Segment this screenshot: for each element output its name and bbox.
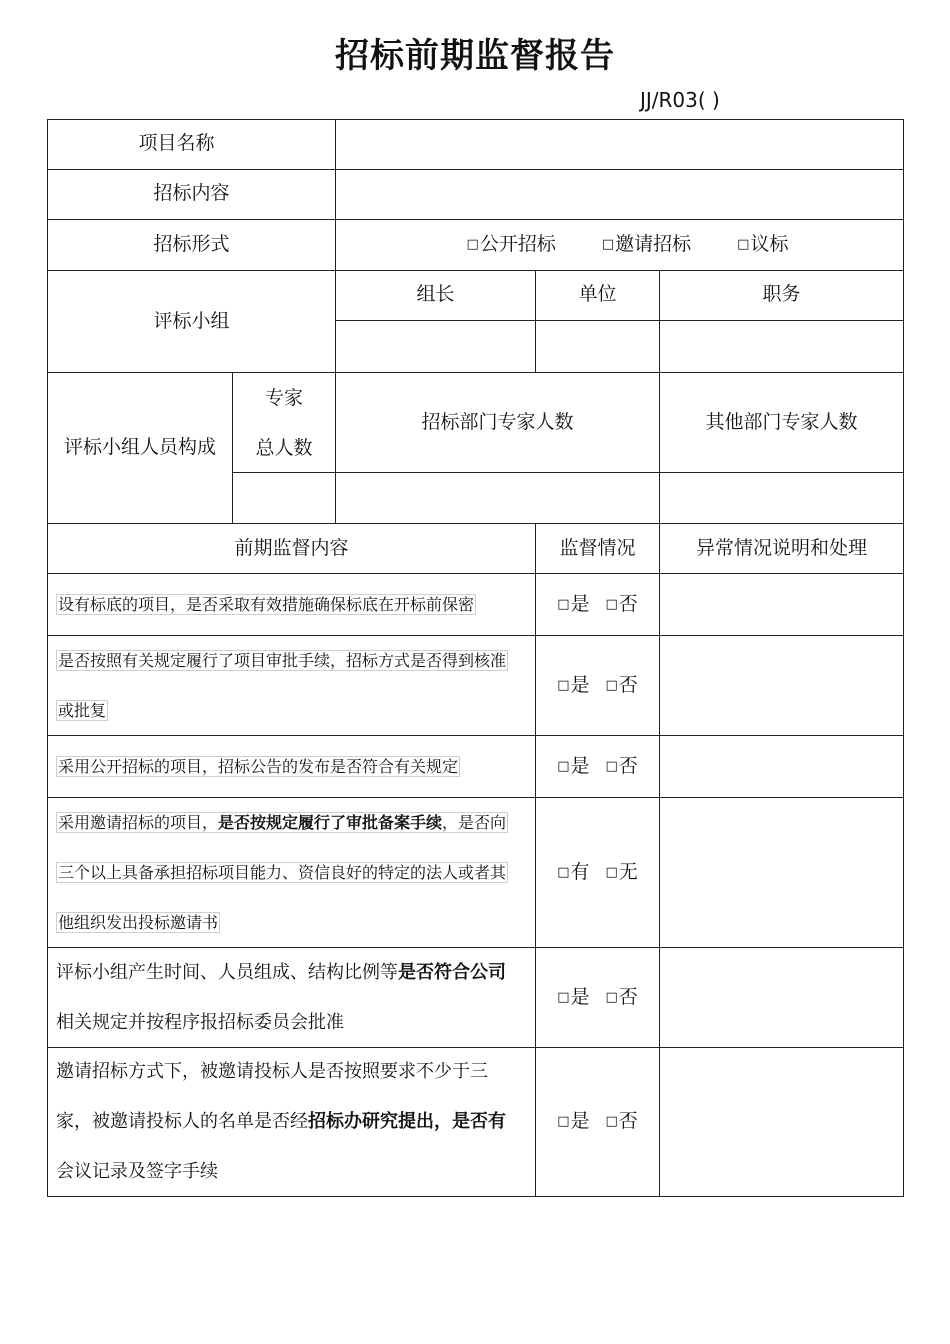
status-option[interactable]: □是 (557, 592, 590, 615)
expert-line-1: 专家 (264, 386, 303, 409)
supervision-item-line (56, 848, 508, 898)
checkbox-icon: □ (557, 989, 570, 1005)
unit-text: 单位 (578, 283, 617, 305)
bid-form-option-invite[interactable]: □邀请招标 (601, 233, 692, 256)
item-text: 家，被邀请投标人的名单是否经 (56, 1111, 308, 1132)
project-name-label (47, 119, 336, 170)
supervision-item-status (535, 635, 660, 736)
item-text: 采用公开招标的项目，招标公告的发布是否符合有关规定 (58, 756, 459, 776)
emphasis-text: 是否按规定履行了审批备案手续 (218, 812, 443, 832)
status-option[interactable]: □无 (605, 860, 638, 883)
other-experts-field[interactable] (659, 472, 904, 524)
item-text: 是否按照有关规定履行了项目审批手续，招标方式是否得到核准 (58, 650, 507, 670)
supervision-item-line (56, 742, 460, 792)
project-name-text: 项目名称 (138, 132, 215, 154)
item-text: 会议记录及签字手续 (56, 1161, 218, 1182)
total-experts-field[interactable] (232, 472, 336, 524)
document-number: JJ/R03( ) (640, 88, 720, 112)
unit-header (535, 270, 660, 321)
leader-header (335, 270, 536, 321)
eval-team-label (47, 270, 336, 373)
dept-experts-text: 招标部门专家人数 (421, 410, 574, 433)
project-name-field[interactable] (335, 119, 904, 170)
checkbox-icon: □ (557, 758, 570, 774)
eval-composition-label (47, 372, 233, 524)
status-option[interactable]: □否 (605, 673, 638, 696)
supervision-item-status (535, 947, 660, 1048)
checkbox-icon: □ (605, 596, 618, 612)
supervision-status-header (535, 523, 660, 574)
supervision-item-line (56, 1097, 506, 1147)
supervision-content-text: 前期监督内容 (234, 536, 349, 559)
abnormal-header (659, 523, 904, 574)
status-option[interactable]: □是 (557, 985, 590, 1008)
item-text: 邀请招标方式下，被邀请投标人是否按照要求不少于三 (56, 1061, 488, 1082)
dept-experts-header (335, 372, 660, 473)
supervision-item-line (56, 636, 508, 686)
unit-field[interactable] (535, 320, 660, 373)
abnormal-field[interactable] (659, 573, 904, 636)
total-experts-header (232, 372, 336, 473)
item-text: ，是否向 (442, 812, 507, 832)
status-option[interactable]: □有 (557, 860, 590, 883)
supervision-status-text: 监督情况 (559, 536, 636, 559)
checkbox-icon: □ (557, 596, 570, 612)
checkbox-icon: □ (605, 677, 618, 693)
item-text: 或批复 (58, 700, 107, 720)
supervision-content-header (47, 523, 536, 574)
abnormal-field[interactable] (659, 1047, 904, 1197)
supervision-item-line (56, 948, 506, 998)
supervision-item-content (47, 947, 536, 1048)
other-experts-text: 其他部门专家人数 (705, 410, 858, 433)
checkbox-icon: □ (605, 864, 618, 880)
status-option[interactable]: □是 (557, 754, 590, 777)
other-experts-header (659, 372, 904, 473)
abnormal-field[interactable] (659, 635, 904, 736)
supervision-item-line (56, 998, 506, 1048)
expert-line-2: 总人数 (255, 436, 313, 459)
abnormal-field[interactable] (659, 797, 904, 948)
supervision-item-content (47, 735, 536, 798)
position-text: 职务 (762, 283, 801, 305)
bid-form-option-negotiate[interactable]: □议标 (737, 233, 789, 256)
dept-experts-field[interactable] (335, 472, 660, 524)
status-option[interactable]: □否 (605, 754, 638, 777)
bid-form-option-open[interactable]: □公开招标 (466, 233, 556, 256)
bid-content-field[interactable] (335, 169, 904, 220)
status-option[interactable]: □否 (605, 1110, 638, 1133)
supervision-item-line (56, 686, 508, 736)
checkbox-icon: □ (557, 677, 570, 693)
supervision-item-content (47, 797, 536, 948)
supervision-item-content (47, 573, 536, 636)
supervision-item-status (535, 1047, 660, 1197)
report-title: 招标前期监督报告 (335, 36, 615, 76)
status-option[interactable]: □是 (557, 673, 590, 696)
supervision-item-line (56, 1047, 506, 1097)
supervision-item-status (535, 797, 660, 948)
supervision-item-line (56, 798, 508, 848)
checkbox-icon: □ (466, 237, 479, 253)
leader-field[interactable] (335, 320, 536, 373)
supervision-item-content (47, 1047, 536, 1197)
position-header (659, 270, 904, 321)
item-text: 设有标底的项目，是否采取有效措施确保标底在开标前保密 (58, 594, 475, 614)
bid-form-text: 招标形式 (153, 233, 230, 256)
status-option[interactable]: □否 (605, 592, 638, 615)
checkbox-icon: □ (737, 237, 750, 253)
item-text: 他组织发出投标邀请书 (58, 912, 219, 932)
eval-team-text: 评标小组 (153, 309, 230, 332)
emphasis-text: 招标办研究提出，是否有 (308, 1111, 506, 1132)
eval-composition-text: 评标小组人员构成 (63, 436, 216, 459)
status-option[interactable]: □是 (557, 1110, 590, 1133)
checkbox-icon: □ (557, 1114, 570, 1130)
position-field[interactable] (659, 320, 904, 373)
bid-form-label (47, 219, 336, 271)
bid-content-text: 招标内容 (153, 182, 230, 204)
supervision-item-line (56, 1147, 506, 1197)
supervision-item-line (56, 898, 508, 948)
abnormal-text: 异常情况说明和处理 (695, 536, 867, 559)
supervision-item-line (56, 580, 476, 630)
bid-content-label (47, 169, 336, 220)
item-text: 评标小组产生时间、人员组成、结构比例等 (56, 961, 398, 983)
checkbox-icon: □ (605, 1114, 618, 1130)
checkbox-icon: □ (557, 864, 570, 880)
supervision-item-status (535, 735, 660, 798)
abnormal-field[interactable] (659, 947, 904, 1048)
emphasis-text: 是否符合公司 (398, 961, 506, 983)
item-text: 三个以上具备承担招标项目能力、资信良好的特定的法人或者其 (58, 862, 507, 882)
item-text: 相关规定并按程序报招标委员会批准 (56, 1011, 344, 1033)
checkbox-icon: □ (605, 758, 618, 774)
abnormal-field[interactable] (659, 735, 904, 798)
bid-form-options (335, 219, 904, 271)
checkbox-icon: □ (605, 989, 618, 1005)
checkbox-icon: □ (601, 237, 615, 253)
status-option[interactable]: □否 (605, 985, 638, 1008)
leader-text: 组长 (416, 283, 455, 305)
supervision-item-content (47, 635, 536, 736)
supervision-item-status (535, 573, 660, 636)
item-text: 采用邀请招标的项目， (58, 812, 219, 832)
